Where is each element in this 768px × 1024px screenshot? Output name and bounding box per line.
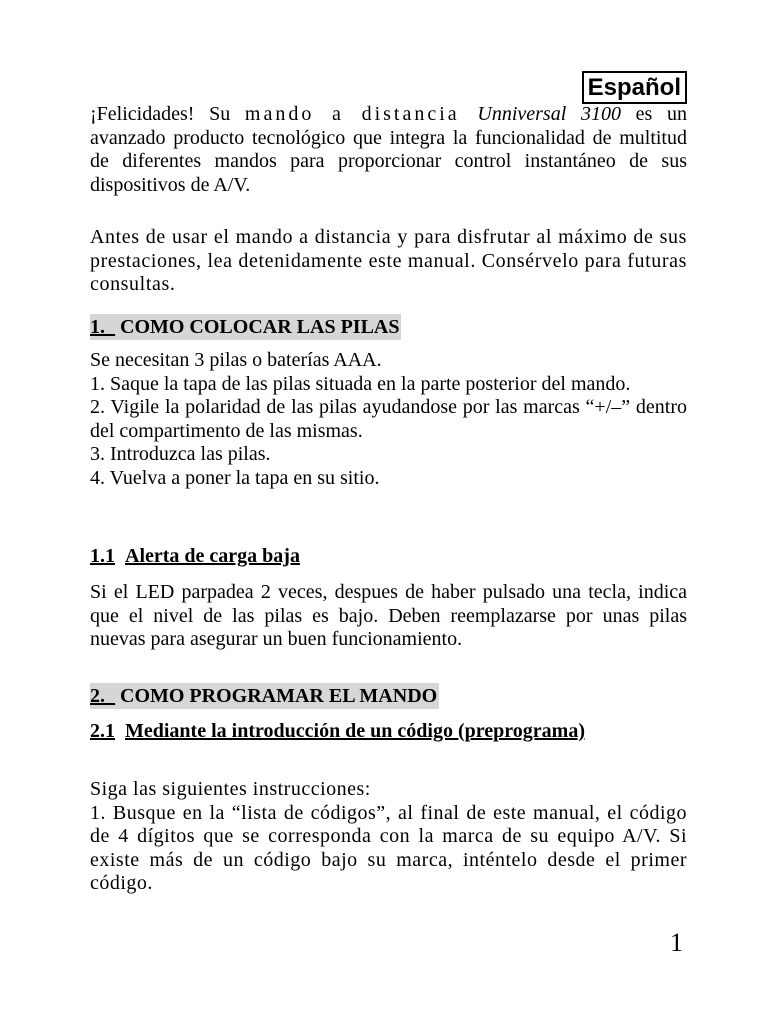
subsection-2-1-title: Mediante la introducción de un código (preprograma) xyxy=(125,720,585,742)
subsection-2-1-heading xyxy=(90,720,687,744)
intro-lead: ¡Felicidades! Su xyxy=(90,103,245,125)
page-number: 1 xyxy=(670,928,683,957)
subsection-1-1-title: Alerta de carga baja xyxy=(125,545,300,567)
section-1-line: 1. Saque la tapa de las pilas situada en la parte posterior del mando. xyxy=(90,372,631,395)
subsection-2-1-number: 2.1 xyxy=(90,720,115,742)
product-name: Unniversal 3100 xyxy=(477,103,621,125)
section-2-number: 2._ xyxy=(90,685,115,707)
section-1-heading xyxy=(90,314,401,340)
intro-paragraph-1 xyxy=(90,103,687,197)
intro-spaced-text: mando a distancia xyxy=(244,103,478,125)
intro-paragraph-2: Antes de usar el mando a distancia y para disfrutar al máximo de sus prestaciones, lea detenidamente este manual. Consérvelo para futuras consultas. xyxy=(90,226,687,295)
language-badge: Español xyxy=(582,71,687,104)
subsection-2-1-line: Siga las siguientes instrucciones: xyxy=(90,778,371,800)
subsection-1-1-text: Si el LED parpadea 2 veces, despues de haber pulsado una tecla, indica que el nivel de las pilas es bajo. Deben reemplazarse por unas pilas nuevas para asegurar un buen funcionamiento. xyxy=(90,581,687,650)
section-1-line: Se necesitan 3 pilas o baterías AAA. xyxy=(90,349,382,371)
section-1-title: COMO COLOCAR LAS PILAS xyxy=(120,316,400,338)
section-1-line: 2. Vigile la polaridad de las pilas ayudandose por las marcas “+/–” dentro del compartimento de las mismas. xyxy=(90,396,687,442)
subsection-1-1-number: 1.1 xyxy=(90,545,115,567)
section-1-line: 4. Vuelva a poner la tapa en su sitio. xyxy=(90,466,380,489)
intro-rest: es un avanzado producto tecnológico que integra la funcionalidad de multitud de diferentes mandos para proporcionar control instantáneo de sus dispositivos de A/V. xyxy=(90,103,687,196)
section-1-body xyxy=(90,349,687,490)
subsection-2-1-body xyxy=(90,778,687,896)
section-1-line: 3. Introduzca las pilas. xyxy=(90,443,271,465)
section-2-heading xyxy=(90,683,439,709)
subsection-1-1-heading xyxy=(90,545,687,569)
subsection-2-1-line: 1. Busque en la “lista de códigos”, al final de este manual, el código de 4 dígitos que se corresponda con la marca de su equipo A/V. Si existe más de un código bajo su marca, inténtelo desde el primer código. xyxy=(90,801,687,894)
section-2-title: COMO PROGRAMAR EL MANDO xyxy=(120,685,438,707)
section-1-number: 1._ xyxy=(90,316,115,338)
